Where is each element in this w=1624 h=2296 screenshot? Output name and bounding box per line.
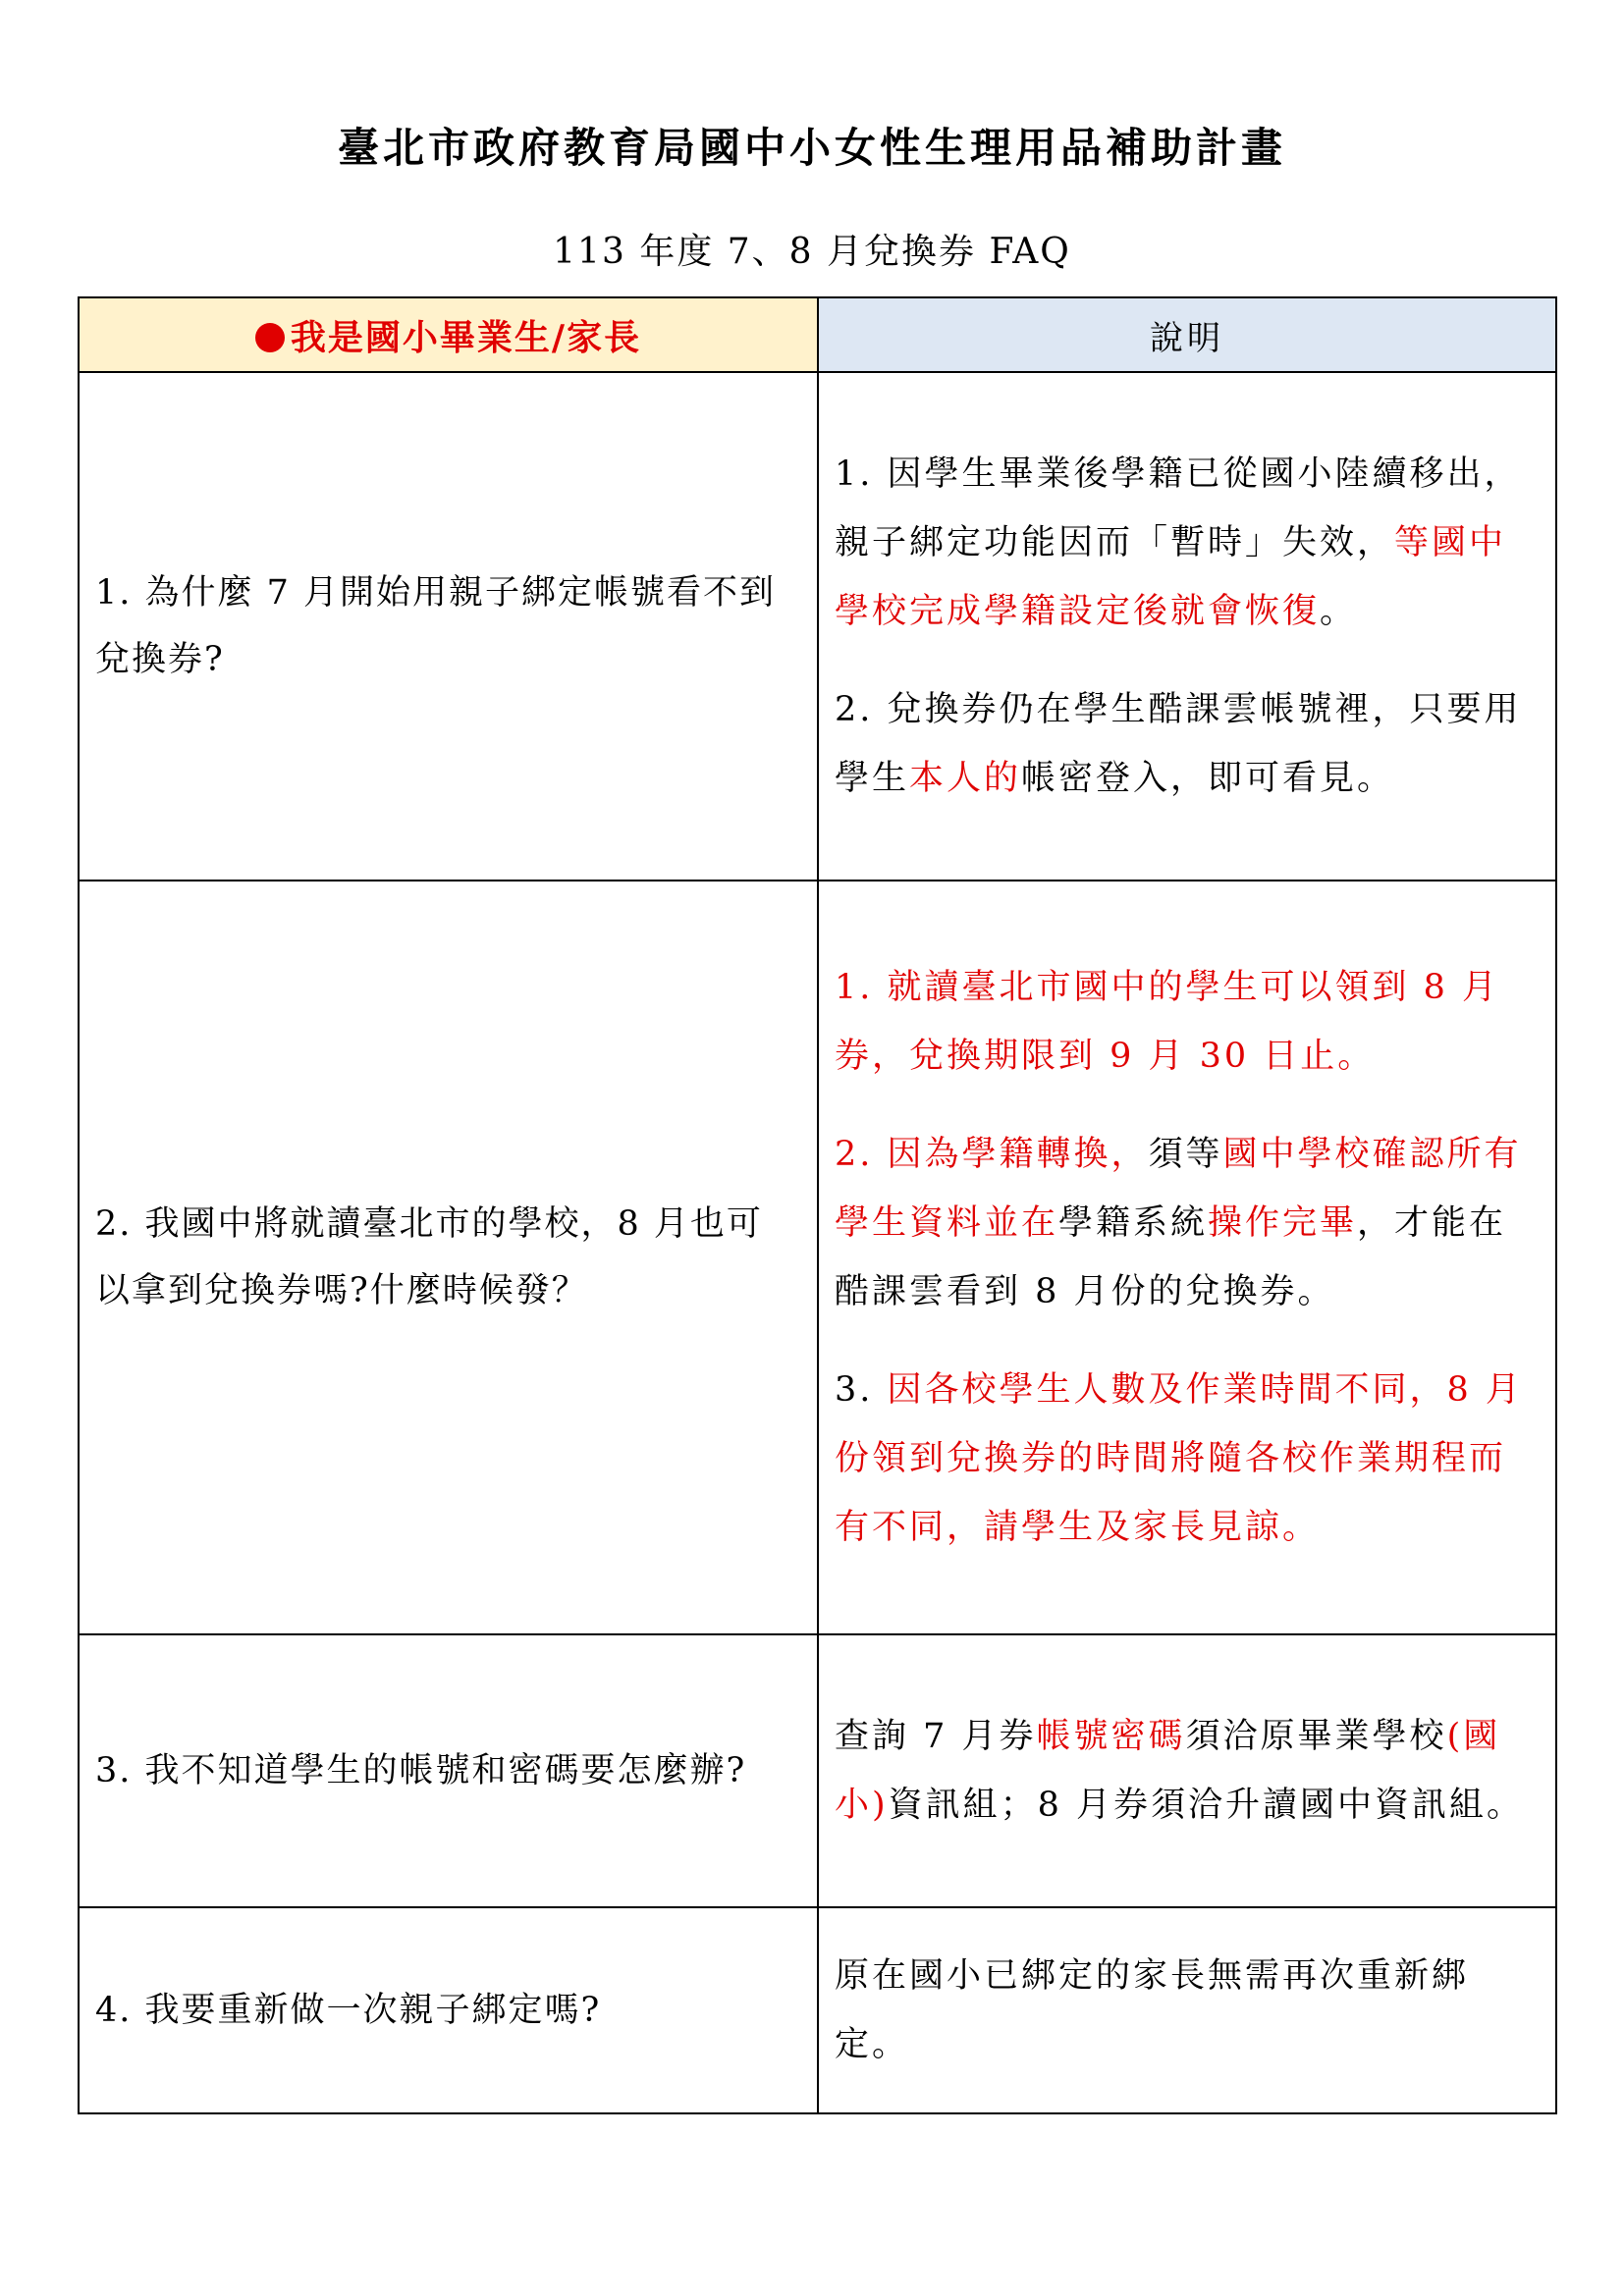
- answer-text: 須等: [1148, 1135, 1223, 1174]
- answer-highlight: 國中學校確認所有學生資料並在: [835, 1135, 1522, 1243]
- document-title: 臺北市政府教育局國中小女性生理用品補助計畫: [337, 124, 1286, 172]
- table-row: [79, 372, 1556, 881]
- answer-text: 原在國小已綁定的家長無需再次重新綁定。: [835, 1956, 1470, 2064]
- answer-paragraph: [835, 953, 1542, 1091]
- answer-text: ，才能在酷課雲看到 8 月份的兌換券。: [835, 1203, 1507, 1311]
- answer-paragraph: [835, 1942, 1542, 2079]
- answer-paragraph: [835, 1702, 1542, 1840]
- red-circle-bullet-icon: [255, 323, 285, 352]
- answer-paragraph: [835, 440, 1542, 646]
- question-cell: 1. 為什麼 7 月開始用親子綁定帳號看不到兌換券?: [79, 372, 818, 881]
- answer-text: 學籍系統: [1058, 1203, 1209, 1243]
- table-row: [79, 1907, 1556, 2113]
- answer-text: 帳密登入，即可看見。: [1021, 759, 1395, 798]
- answer-paragraph: [835, 1120, 1542, 1326]
- table-row: [79, 1634, 1556, 1907]
- answer-highlight: 2. 因為學籍轉換，: [835, 1135, 1149, 1174]
- answer-cell: [818, 372, 1556, 881]
- answer-text: 3.: [835, 1370, 888, 1410]
- answer-text: 。: [1320, 592, 1358, 631]
- header-question-label: 我是國小畢業生/家長: [290, 317, 642, 358]
- header-answer-label: 說明: [1150, 318, 1224, 358]
- answer-highlight: 操作完畢: [1208, 1203, 1358, 1243]
- header-answer-cell: [818, 297, 1556, 372]
- question-cell: 2. 我國中將就讀臺北市的學校，8 月也可以拿到兌換券嗎?什麼時候發？: [79, 881, 818, 1634]
- question-cell: 4. 我要重新做一次親子綁定嗎?: [79, 1907, 818, 2113]
- answer-text: 資訊組；8 月券須洽升讀國中資訊組。: [888, 1786, 1525, 1825]
- answer-cell: [818, 1907, 1556, 2113]
- answer-highlight: 1. 就讀臺北市國中的學生可以領到 8 月券，兌換期限到 9 月 30 日止。: [835, 968, 1500, 1076]
- answer-highlight: 因各校學生人數及作業時間不同，8 月份領到兌換券的時間將隨各校作業期程而有不同，請學生及家長見諒。: [835, 1370, 1523, 1547]
- answer-cell: [818, 1634, 1556, 1907]
- answer-cell: [818, 881, 1556, 1634]
- document-subtitle: 113 年度 7、8 月兌換券 FAQ: [553, 232, 1071, 272]
- header-question-cell: [79, 297, 818, 372]
- answer-highlight: (國小): [835, 1717, 1501, 1825]
- answer-text: 1. 因學生畢業後學籍已從國小陸續移出，親子綁定功能因而「暫時」失效，: [835, 454, 1522, 562]
- faq-table: [78, 296, 1557, 2114]
- answer-highlight: 帳號密碼: [1036, 1717, 1186, 1756]
- answer-text: 查詢 7 月券: [835, 1717, 1037, 1756]
- answer-text: 須洽原畢業學校: [1185, 1717, 1447, 1756]
- answer-paragraph: [835, 1356, 1542, 1562]
- question-cell: 3. 我不知道學生的帳號和密碼要怎麼辦?: [79, 1634, 818, 1907]
- answer-text: 2. 兌換券仍在學生酷課雲帳號裡，只要用學生: [835, 690, 1522, 798]
- answer-highlight: 等國中學校完成學籍設定後就會恢復: [835, 523, 1507, 631]
- table-row: [79, 881, 1556, 1634]
- answer-paragraph: [835, 675, 1542, 813]
- answer-highlight: 本人的: [909, 759, 1022, 798]
